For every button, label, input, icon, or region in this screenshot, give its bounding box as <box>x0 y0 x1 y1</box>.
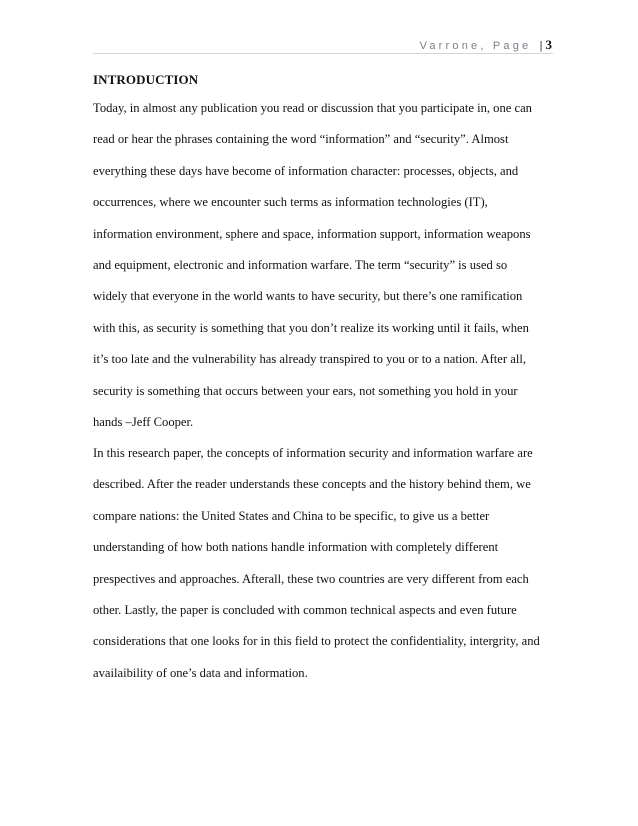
page-number: 3 <box>545 37 552 52</box>
section-heading: INTRODUCTION <box>93 72 199 87</box>
header-page-label: Page <box>492 40 532 52</box>
text-line: compare nations: the United States and China to be specific, to give us a better <box>93 508 490 523</box>
text-line: In this research paper, the concepts of information security and information warfare are <box>93 446 533 460</box>
text-line: described. After the reader understands these concepts and the history behind them, we <box>93 477 531 492</box>
page-header <box>420 37 552 53</box>
text-line: security is something that occurs between your ears, not something you hold in your <box>93 383 518 398</box>
text-line: information environment, sphere and space, information support, information weapons <box>93 226 531 241</box>
text-line: prespectives and approaches. Afterall, these two countries are very different from each <box>93 571 529 586</box>
text-line: and equipment, electronic and information warfare. The term “security” is used so <box>93 257 508 272</box>
text-line: understanding of how both nations handle information with completely different <box>93 540 499 555</box>
paragraph-introduction <box>93 93 553 438</box>
text-line: it’s too late and the vulnerability has already transpired to you or to a nation. After all, <box>93 352 526 367</box>
text-line: everything these days have become of information character: processes, objects, and <box>93 163 519 178</box>
text-line: occurrences, where we encounter such terms as information technologies (IT), <box>93 195 488 210</box>
paragraph-research-overview <box>93 438 553 689</box>
text-line: hands –Jeff Cooper. <box>93 414 194 429</box>
text-line: availaibility of one’s data and information. <box>93 665 308 680</box>
text-line: Today, in almost any publication you read or discussion that you participate in, one can <box>93 101 532 115</box>
header-rule <box>93 53 553 54</box>
text-line: with this, as security is something that you don’t realize its working until it fails, when <box>93 320 529 335</box>
header-separator: | <box>539 40 543 52</box>
text-line: read or hear the phrases containing the word “information” and “security”. Almost <box>93 132 509 147</box>
text-line: other. Lastly, the paper is concluded with common technical aspects and even future <box>93 602 517 617</box>
header-author: Varrone, <box>419 40 487 52</box>
text-line: considerations that one looks for in this field to protect the confidentiality, intergrity, and <box>93 634 540 649</box>
text-line: widely that everyone in the world wants to have security, but there’s one ramification <box>93 289 523 304</box>
